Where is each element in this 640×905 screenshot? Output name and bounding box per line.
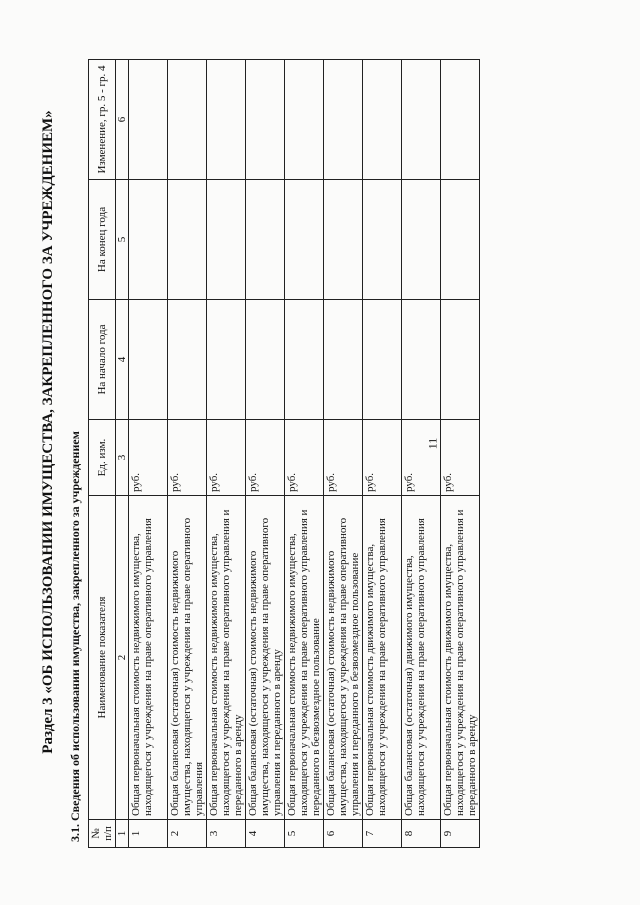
section-title: Раздел 3 «ОБ ИСПОЛЬЗОВАНИИ ИМУЩЕСТВА, ЗАКРЕПЛЕННОГО ЗА УЧРЕЖДЕНИЕМ» bbox=[40, 110, 56, 754]
property-usage-table bbox=[88, 59, 480, 848]
header-number: № п/п bbox=[89, 820, 116, 848]
start-of-year-cell bbox=[129, 300, 168, 420]
unit-cell: руб. bbox=[324, 420, 363, 496]
column-number: 2 bbox=[116, 496, 129, 820]
unit-cell: руб. bbox=[129, 420, 168, 496]
rotated-page-content bbox=[40, 52, 600, 852]
indicator-name: Общая первоначальная стоимость движимого имущества, находящегося у учреждения на праве оперативного управления bbox=[363, 496, 402, 820]
subsection-title: 3.1. Сведения об использовании имущества, закрепленного за учреждением bbox=[68, 431, 82, 842]
change-cell bbox=[363, 60, 402, 180]
start-of-year-cell bbox=[324, 300, 363, 420]
start-of-year-cell bbox=[441, 300, 480, 420]
row-number: 7 bbox=[363, 820, 402, 848]
indicator-name: Общая балансовая (остаточная) движимого имущества, находящегося у учреждения на праве оперативного управления bbox=[402, 496, 441, 820]
unit-cell: руб. bbox=[441, 420, 480, 496]
table-row bbox=[324, 60, 363, 848]
table-row bbox=[207, 60, 246, 848]
end-of-year-cell bbox=[207, 180, 246, 300]
indicator-name: Общая балансовая (остаточная) стоимость недвижимого имущества, находящегося у учреждения на праве оперативного управления и переданного в безвозмездное пользование bbox=[324, 496, 363, 820]
page-number: 11 bbox=[425, 437, 440, 450]
end-of-year-cell bbox=[129, 180, 168, 300]
table-row bbox=[285, 60, 324, 848]
table-row bbox=[402, 60, 441, 848]
end-of-year-cell bbox=[246, 180, 285, 300]
change-cell bbox=[207, 60, 246, 180]
change-cell bbox=[246, 60, 285, 180]
indicator-name: Общая балансовая (остаточная) стоимость недвижимого имущества, находящегося у учреждения на праве оперативного управления bbox=[168, 496, 207, 820]
row-number: 2 bbox=[168, 820, 207, 848]
table-row bbox=[246, 60, 285, 848]
start-of-year-cell bbox=[246, 300, 285, 420]
table-row bbox=[168, 60, 207, 848]
row-number: 9 bbox=[441, 820, 480, 848]
change-cell bbox=[168, 60, 207, 180]
end-of-year-cell bbox=[324, 180, 363, 300]
indicator-name: Общая первоначальная стоимость недвижимого имущества, находящегося у учреждения на праве оперативного управления bbox=[129, 496, 168, 820]
start-of-year-cell bbox=[168, 300, 207, 420]
end-of-year-cell bbox=[363, 180, 402, 300]
unit-cell: руб. bbox=[402, 420, 441, 496]
indicator-name: Общая балансовая (остаточная) стоимость недвижимого имущества, находящегося у учреждения на праве оперативного управления и переданного в аренду bbox=[246, 496, 285, 820]
header-change: Изменение, гр. 5 - гр. 4 bbox=[89, 60, 116, 180]
unit-cell: руб. bbox=[246, 420, 285, 496]
change-cell bbox=[324, 60, 363, 180]
indicator-name: Общая первоначальная стоимость движимого имущества, находящегося у учреждения на праве оперативного управления и переданного в аренду bbox=[441, 496, 480, 820]
unit-cell: руб. bbox=[363, 420, 402, 496]
end-of-year-cell bbox=[168, 180, 207, 300]
unit-cell: руб. bbox=[207, 420, 246, 496]
start-of-year-cell bbox=[363, 300, 402, 420]
start-of-year-cell bbox=[402, 300, 441, 420]
row-number: 6 bbox=[324, 820, 363, 848]
header-unit: Ед. изм. bbox=[89, 420, 116, 496]
change-cell bbox=[285, 60, 324, 180]
indicator-name: Общая первоначальная стоимость недвижимого имущества, находящегося у учреждения на праве оперативного управления и переданного в аренду bbox=[207, 496, 246, 820]
unit-cell: руб. bbox=[168, 420, 207, 496]
row-number: 3 bbox=[207, 820, 246, 848]
row-number: 8 bbox=[402, 820, 441, 848]
table-row bbox=[129, 60, 168, 848]
change-cell bbox=[402, 60, 441, 180]
end-of-year-cell bbox=[285, 180, 324, 300]
column-number: 6 bbox=[116, 60, 129, 180]
unit-cell: руб. bbox=[285, 420, 324, 496]
table-row bbox=[441, 60, 480, 848]
table-row bbox=[363, 60, 402, 848]
end-of-year-cell bbox=[441, 180, 480, 300]
column-number: 3 bbox=[116, 420, 129, 496]
indicator-name: Общая первоначальная стоимость недвижимого имущества, находящегося у учреждения на праве оперативного управления и переданного в безвозмездное пользование bbox=[285, 496, 324, 820]
start-of-year-cell bbox=[285, 300, 324, 420]
column-number-row bbox=[116, 60, 129, 848]
row-number: 4 bbox=[246, 820, 285, 848]
header-indicator-name: Наименование показателя bbox=[89, 496, 116, 820]
header-end-of-year: На конец года bbox=[89, 180, 116, 300]
header-start-of-year: На начало года bbox=[89, 300, 116, 420]
start-of-year-cell bbox=[207, 300, 246, 420]
column-number: 4 bbox=[116, 300, 129, 420]
column-number: 5 bbox=[116, 180, 129, 300]
end-of-year-cell bbox=[402, 180, 441, 300]
row-number: 5 bbox=[285, 820, 324, 848]
change-cell bbox=[129, 60, 168, 180]
row-number: 1 bbox=[129, 820, 168, 848]
column-number: 1 bbox=[116, 820, 129, 848]
change-cell bbox=[441, 60, 480, 180]
table-header-row bbox=[89, 60, 116, 848]
